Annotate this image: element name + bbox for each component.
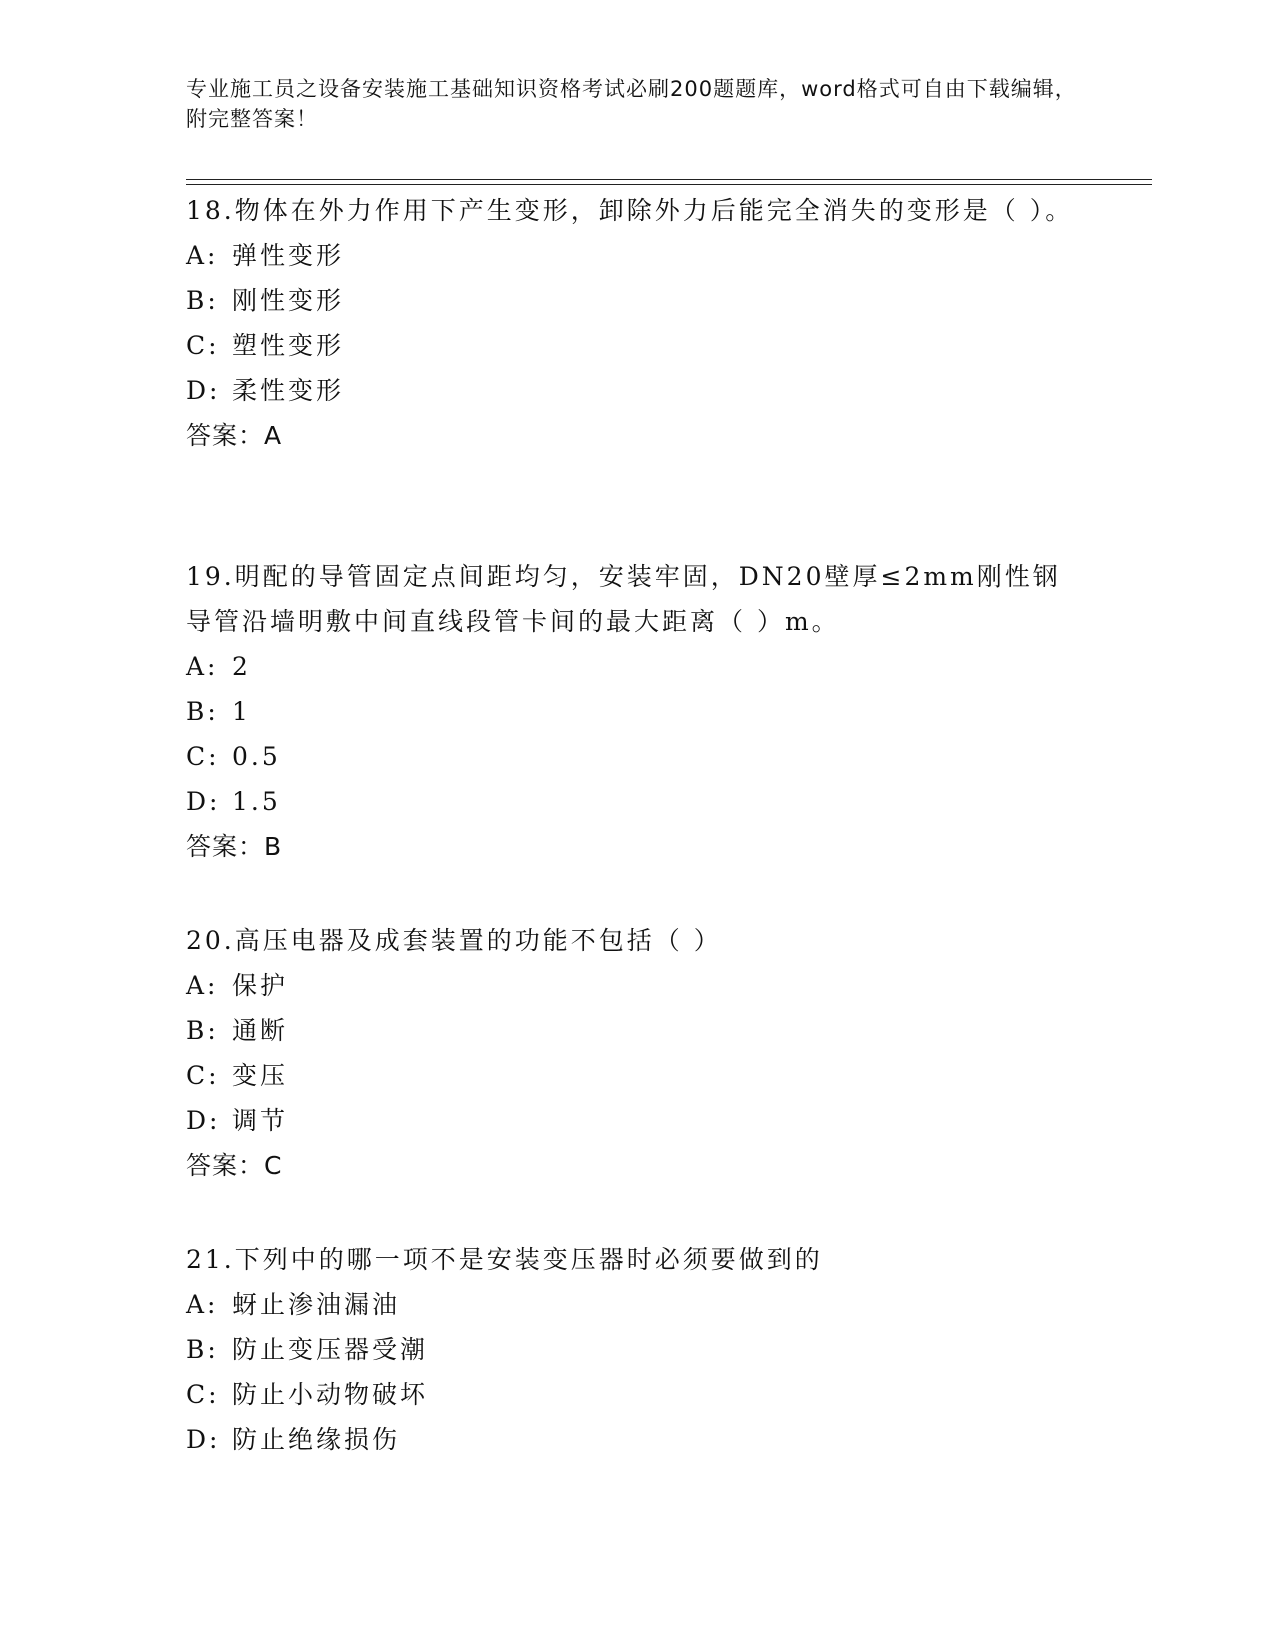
option-d — [186, 1098, 1086, 1143]
option-c — [186, 734, 1086, 779]
option-label: D: — [186, 1106, 221, 1135]
question-20 — [186, 918, 1086, 1189]
question-stem: 20.高压电器及成套装置的功能不包括（ ） — [186, 926, 722, 955]
option-text: 刚性变形 — [232, 286, 345, 315]
option-label: D: — [186, 376, 221, 405]
question-19 — [186, 554, 1086, 870]
option-b — [186, 1008, 1086, 1053]
option-d — [186, 779, 1086, 824]
option-label: B: — [186, 697, 219, 726]
option-label: A: — [186, 971, 219, 1000]
option-label: C: — [186, 331, 220, 360]
option-d — [186, 368, 1086, 413]
option-text: 塑性变形 — [232, 331, 345, 360]
option-a — [186, 233, 1086, 278]
question-stem: 19.明配的导管固定点间距均匀，安装牢固，DN20壁厚≤2mm刚性钢导管沿墙明敷中间直线段管卡间的最大距离（ ）m。 — [186, 562, 1061, 636]
question-18 — [186, 188, 1086, 459]
option-text: 防止小动物破坏 — [232, 1380, 429, 1409]
option-label: A: — [186, 241, 219, 270]
option-text: 保护 — [232, 971, 289, 1000]
answer-line: 答案：A — [186, 421, 283, 450]
option-b — [186, 278, 1086, 323]
question-stem: 18.物体在外力作用下产生变形，卸除外力后能完全消失的变形是（ ）。 — [186, 196, 1074, 225]
option-b — [186, 1327, 1086, 1372]
option-label: D: — [186, 1425, 221, 1454]
question-21 — [186, 1237, 1086, 1462]
option-text: 1.5 — [232, 787, 281, 816]
option-label: C: — [186, 1380, 220, 1409]
option-text: 1 — [232, 697, 251, 726]
option-text: 防止绝缘损伤 — [232, 1425, 401, 1454]
option-label: D: — [186, 787, 221, 816]
option-text: 弹性变形 — [232, 241, 345, 270]
option-a — [186, 644, 1086, 689]
option-text: 防止变压器受潮 — [232, 1335, 429, 1364]
option-a — [186, 1282, 1086, 1327]
option-b — [186, 689, 1086, 734]
option-c — [186, 323, 1086, 368]
option-text: 2 — [232, 652, 251, 681]
header-divider-top — [186, 179, 1152, 180]
option-text: 柔性变形 — [232, 376, 345, 405]
option-text: 调节 — [232, 1106, 289, 1135]
option-text: 蚜止渗油漏油 — [232, 1290, 401, 1319]
option-text: 0.5 — [232, 742, 281, 771]
option-d — [186, 1417, 1086, 1462]
option-text: 变压 — [232, 1061, 289, 1090]
document-header: 专业施工员之设备安装施工基础知识资格考试必刷200题题库，word格式可自由下载编辑，附完整答案！ — [186, 77, 1077, 131]
header-divider-bottom — [186, 184, 1152, 185]
option-c — [186, 1053, 1086, 1098]
option-label: B: — [186, 1335, 219, 1364]
option-text: 通断 — [232, 1016, 289, 1045]
option-c — [186, 1372, 1086, 1417]
option-label: C: — [186, 742, 220, 771]
option-label: A: — [186, 652, 219, 681]
option-label: C: — [186, 1061, 220, 1090]
option-label: B: — [186, 286, 219, 315]
answer-line: 答案：B — [186, 832, 283, 861]
question-stem: 21.下列中的哪一项不是安装变压器时必须要做到的 — [186, 1245, 823, 1274]
option-a — [186, 963, 1086, 1008]
option-label: B: — [186, 1016, 219, 1045]
answer-line: 答案：C — [186, 1151, 283, 1180]
option-label: A: — [186, 1290, 219, 1319]
